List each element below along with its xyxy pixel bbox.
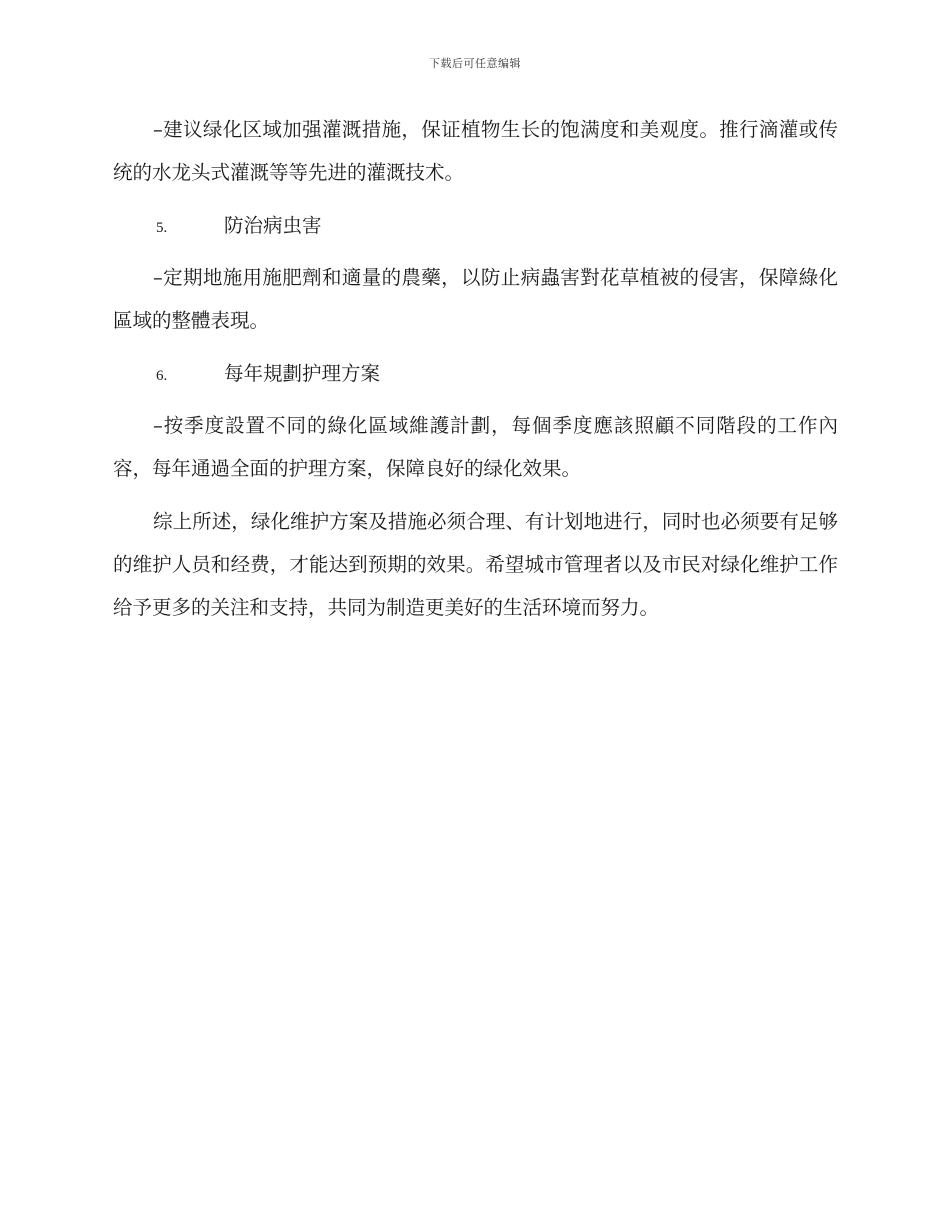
section-number: 6. (156, 368, 168, 384)
section-title: 每年規劃护理方案 (224, 362, 381, 385)
section-heading-6 (113, 352, 838, 395)
paragraph-annual-plan: –按季度設置不同的綠化區域維護計劃，每個季度應該照顧不同階段的工作內容，每年通過全面的护理方案，保障良好的绿化效果。 (113, 414, 838, 480)
section-number: 5. (156, 220, 168, 236)
document-body (113, 108, 838, 639)
section-title: 防治病虫害 (224, 214, 322, 237)
paragraph-conclusion: 综上所述，绿化维护方案及措施必须合理、有计划地进行，同时也必须要有足够的维护人员和经费，才能达到预期的效果。希望城市管理者以及市民对绿化维护工作给予更多的关注和支持，共同为制造更美好的生活环境而努力。 (113, 510, 838, 619)
paragraph-pest-control: –定期地施用施肥劑和適量的農藥，以防止病蟲害對花草植被的侵害，保障綠化區域的整體表現。 (113, 266, 838, 332)
header-note: 下载后可任意编辑 (429, 57, 521, 70)
section-heading-5 (113, 204, 838, 247)
paragraph-irrigation: –建议绿化区域加强灌溉措施，保证植物生长的饱满度和美观度。推行滴灌或传统的水龙头式灌溉等等先进的灌溉技术。 (113, 118, 838, 184)
